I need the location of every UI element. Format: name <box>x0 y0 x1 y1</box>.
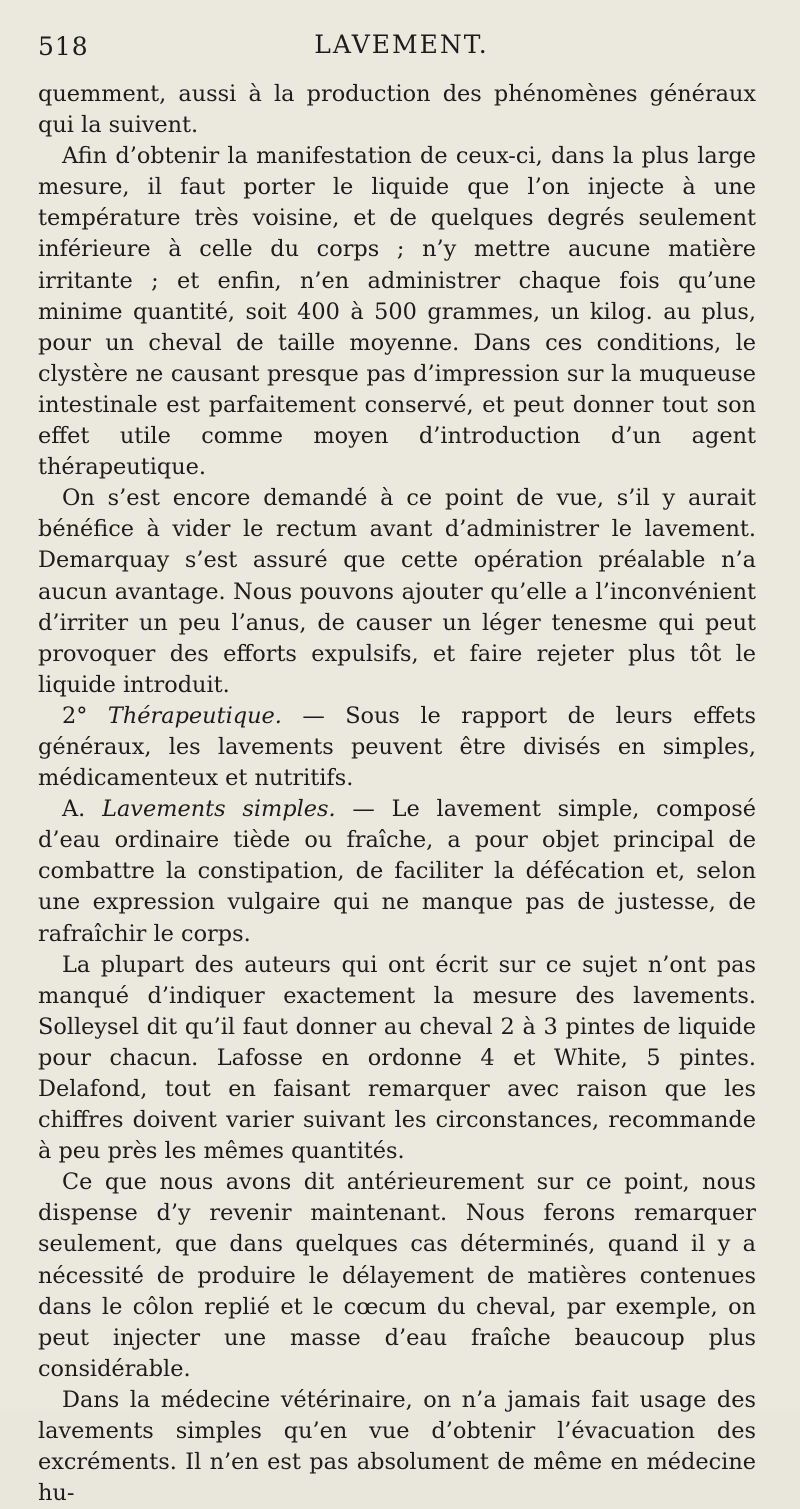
section-number: 2° <box>62 702 88 729</box>
page-number: 518 <box>38 32 89 61</box>
paragraph <box>38 483 756 701</box>
paragraph <box>38 950 756 1168</box>
body-text <box>38 79 756 1509</box>
paragraph-text: Afin d’obtenir la manifestation de ceux-ci, dans la plus large mesure, il faut porter le liquide que l’on injecte à une température très voisine, et de quelques degrés seulement inférieure à celle du corps ; n’y mettre aucune matière irritante ; et enfin, n’en administrer chaque fois qu’une minime quantité, soit 400 à 500 grammes, un kilog. au plus, pour un cheval de taille moyenne. Dans ces conditions, le clystère ne causant presque pas d’impression sur la muqueuse intestinale est parfaitement conservé, et peut donner tout son effet utile comme moyen d’introduction d’un agent thérapeutique. <box>38 143 756 481</box>
paragraph-continuation <box>38 79 756 141</box>
section-paragraph-lavements-simples <box>38 794 756 949</box>
paragraph-text: La plupart des auteurs qui ont écrit sur ce sujet n’ont pas manqué d’indiquer exactement la mesure des lavements. Solleysel dit qu’il faut donner au cheval 2 à 3 pintes de liquide pour chacun. Lafosse en ordonne 4 et White, 5 pintes. Delafond, tout en faisant remarquer avec raison que les chiffres doivent varier suivant les circonstances, recommande à peu près les mêmes quantités. <box>38 951 756 1165</box>
paragraph-text: Ce que nous avons dit antérieurement sur ce point, nous dispense d’y revenir maintenant. Nous ferons remarquer seulement, que dans quelques cas déterminés, quand il y a nécessité de produire le délayement de matières contenues dans le côlon replié et le cœcum du cheval, par exemple, on peut injecter une masse d’eau fraîche beaucoup plus considérable. <box>38 1169 756 1382</box>
heading-dash: — <box>281 702 346 729</box>
paragraph-text: On s’est encore demandé à ce point de vue, s’il y aurait bénéfice à vider le rectum avant d’administrer le lavement. Demarquay s’est assuré que cette opération préalable n’a aucun avantage. Nous pouvons ajouter qu’elle a l’inconvénient d’irriter un peu l’anus, de causer un léger tenesme qui peut provoquer des efforts expulsifs, et faire rejeter plus tôt le liquide introduit. <box>38 485 756 698</box>
paragraph-text: Sous le rapport de leurs effets généraux, les lavements peuvent être divisés en simples, médicamenteux et nutritifs. <box>38 702 757 792</box>
section-heading: Thérapeutique. <box>107 702 282 729</box>
section-paragraph-therapeutique <box>38 701 756 794</box>
running-head <box>38 26 765 66</box>
running-title: LAVEMENT. <box>314 30 489 59</box>
paragraph <box>38 1385 756 1509</box>
subsection-heading: Lavements simples. <box>102 796 336 823</box>
paragraph <box>38 1167 756 1385</box>
paragraph-text: quemment, aussi à la production des phénomènes généraux qui la suivent. <box>38 81 756 139</box>
paragraph-text: Le lavement simple, composé d’eau ordinaire tiède ou fraîche, a pour objet principal de combattre la constipation, de faciliter la défécation et, selon une expression vulgaire qui ne manque pas de justesse, de rafraîchir le corps. <box>38 796 756 947</box>
paragraph-text: Dans la médecine vétérinaire, on n’a jamais fait usage des lavements simples qu’en vue d’obtenir l’évacuation des excréments. Il n’en est pas absolument de même en médecine hu- <box>38 1386 756 1507</box>
subsection-letter: A. <box>62 796 86 823</box>
heading-dash: — <box>335 796 392 823</box>
paragraph <box>38 141 756 483</box>
